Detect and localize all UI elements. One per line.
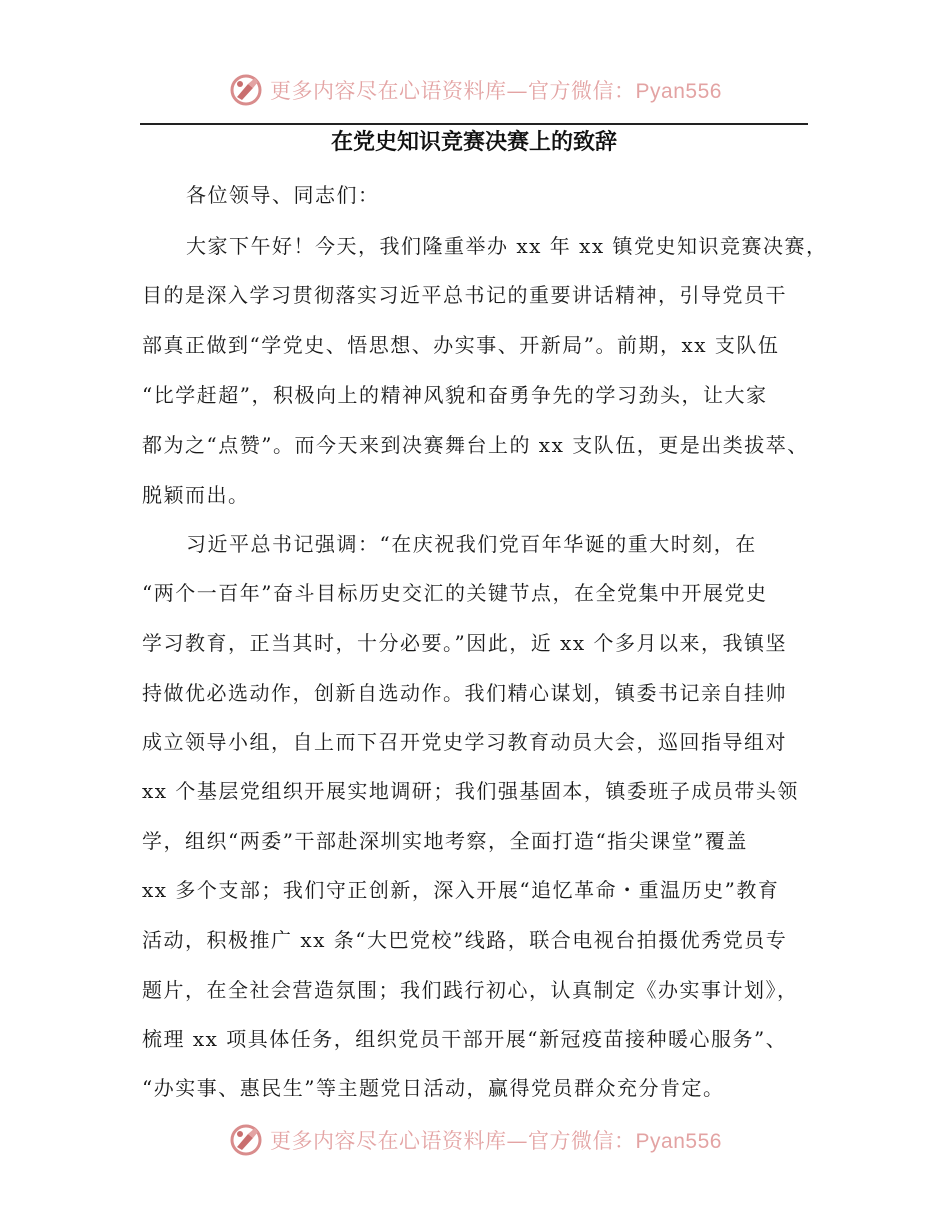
body-line: 活动，积极推广 xx 条“大巴党校”线路，联合电视台拍摄优秀党员专 [142, 928, 788, 952]
pen-nib-logo-icon [228, 1122, 264, 1158]
body-line: 持做优必选动作，创新自选动作。我们精心谋划，镇委书记亲自挂帅 [142, 681, 787, 705]
body-line: “两个一百年”奋斗目标历史交汇的关键节点，在全党集中开展党史 [142, 581, 768, 605]
banner-text: 更多内容尽在心语资料库—官方微信：Pyan556 [270, 1129, 722, 1153]
footer-banner [0, 1120, 950, 1160]
pen-nib-logo-icon [228, 72, 264, 108]
body-line: 梳理 xx 项具体任务，组织党员干部开展“新冠疫苗接种暖心服务”、 [142, 1027, 788, 1051]
header-banner [0, 70, 950, 110]
wechat-id: Pyan556 [635, 1130, 722, 1153]
body-line: 学，组织“两委”干部赴深圳实地考察，全面打造“指尖课堂”覆盖 [142, 829, 748, 853]
body-line: 学习教育，正当其时，十分必要。”因此，近 xx 个多月以来，我镇坚 [142, 631, 787, 655]
body-line: xx 个基层党组织开展实地调研；我们强基固本，镇委班子成员带头领 [142, 779, 799, 803]
body-line: 部真正做到“学党史、悟思想、办实事、开新局”。前期，xx 支队伍 [142, 333, 780, 357]
body-line: 各位领导、同志们： [186, 183, 380, 207]
body-line: 都为之“点赞”。而今天来到决赛舞台上的 xx 支队伍，更是出类拔萃、 [142, 433, 809, 457]
body-line: 成立领导小组，自上而下召开党史学习教育动员大会，巡回指导组对 [142, 730, 787, 754]
body-line: 脱颖而出。 [142, 483, 250, 507]
body-line: “办实事、惠民生”等主题党日活动，赢得党员群众充分肯定。 [142, 1076, 725, 1100]
wechat-id: Pyan556 [635, 80, 722, 103]
body-line: 目的是深入学习贯彻落实习近平总书记的重要讲话精神，引导党员干 [142, 283, 787, 307]
banner-text: 更多内容尽在心语资料库—官方微信：Pyan556 [270, 79, 722, 103]
body-line: 习近平总书记强调：“在庆祝我们党百年华诞的重大时刻，在 [186, 532, 757, 556]
body-line: “比学赶超”，积极向上的精神风貌和奋勇争先的学习劲头，让大家 [142, 383, 768, 407]
body-line: xx 多个支部；我们守正创新，深入开展“追忆革命・重温历史”教育 [142, 878, 780, 902]
document-title: 在党史知识竞赛决赛上的致辞 [330, 130, 617, 155]
body-line: 题片，在全社会营造氛围；我们践行初心，认真制定《办实事计划》， [142, 978, 799, 1002]
body-line: 大家下午好！今天，我们隆重举办 xx 年 xx 镇党史知识竞赛决赛， [186, 234, 828, 258]
